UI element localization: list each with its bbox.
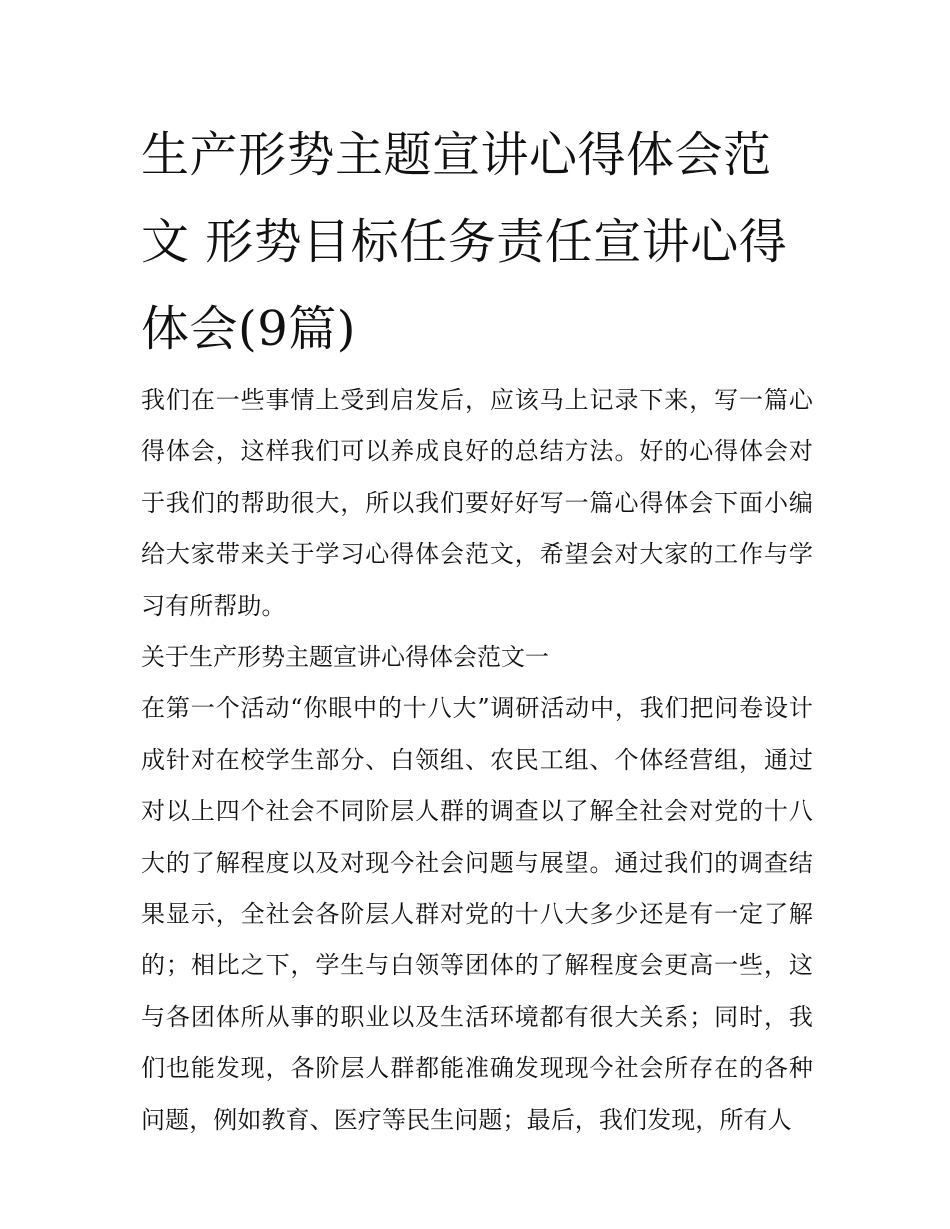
document-title: 生产形势主题宣讲心得体会范文 形势目标任务责任宣讲心得体会(9篇) — [141, 127, 788, 357]
body-paragraph: 在第一个活动“你眼中的十八大”调研活动中，我们把问卷设计成针对在校学生部分、白领组、农民工组、个体经营组，通过对以上四个社会不同阶层人群的调查以了解全社会对党的十八大的了解程度以及对现今社会问题与展望。通过我们的调查结果显示，全社会各阶层人群对党的十八大多少还是有一定了解的；相比之下，学生与白领等团体的了解程度会更高一些，这与各团体所从事的职业以及生活环境都有很大关系；同时，我们也能发现，各阶层人群都能准确发现现今社会所存在的各种问题，例如教育、医疗等民生问题；最后，我们发现，所有人 — [141, 694, 813, 1134]
intro-paragraph: 我们在一些事情上受到启发后，应该马上记录下来，写一篇心得体会，这样我们可以养成良好的总结方法。好的心得体会对于我们的帮助很大，所以我们要好好写一篇心得体会下面小编给大家带来关于学习心得体会范文，希望会对大家的工作与学习有所帮助。 — [141, 386, 813, 620]
document-page — [141, 112, 813, 1146]
section-heading: 关于生产形势主题宣讲心得体会范文一 — [141, 643, 549, 672]
